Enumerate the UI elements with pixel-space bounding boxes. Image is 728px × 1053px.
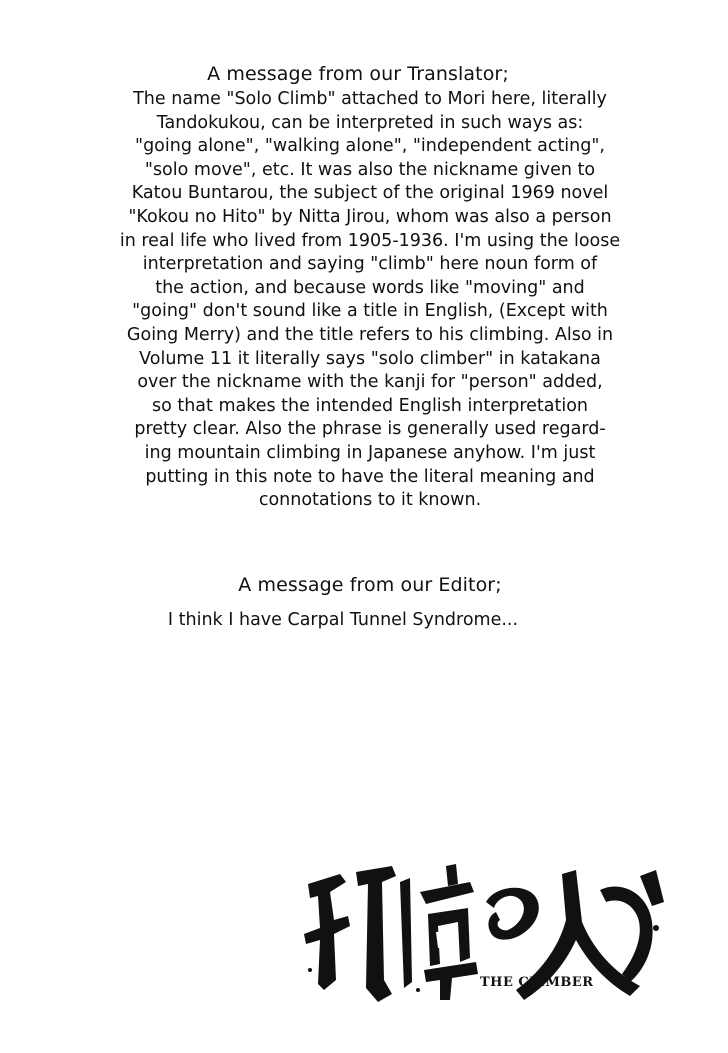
message-line: in real life who lived from 1905-1936. I'm using the loose [119,230,621,251]
series-logo [300,862,672,1007]
message-line: pretty clear. Also the phrase is generally used regard- [134,419,606,440]
message-line: Going Merry) and the title refers to his climbing. Also in [126,324,614,345]
message-line: over the nickname with the kanji for "person" added, [137,372,603,393]
message-line: Tandokukou, can be interpreted in such ways as: [156,112,584,133]
message-line: Katou Buntarou, the subject of the original 1969 novel [131,183,609,204]
message-line: "going alone", "walking alone", "independent acting", [135,136,605,157]
message-line: ing mountain climbing in Japanese anyhow. I'm just [144,442,596,463]
message-line: putting in this note to have the literal meaning and [145,466,595,487]
translator-message [70,88,670,513]
editor-message: I think I have Carpal Tunnel Syndrome... [167,610,519,630]
message-line: interpretation and saying "climb" here noun form of [142,254,598,275]
message-line: The name "Solo Climb" attached to Mori here, literally [133,89,607,109]
message-line: "Kokou no Hito" by Nitta Jirou, whom was also a person [128,206,612,227]
message-line: so that makes the intended English interpretation [151,395,589,416]
message-line: "going" don't sound like a title in English, (Except with [132,301,608,322]
editor-heading: A message from our Editor; [238,574,502,596]
message-line: connotations to it known. [258,490,482,511]
logo-subtitle: THE CLIMBER [480,975,594,990]
message-line: the action, and because words like "moving" and [155,277,585,298]
message-line: "solo move", etc. It was also the nickname given to [144,159,596,180]
translator-heading: A message from our Translator; [207,63,509,85]
message-line: Volume 11 it literally says "solo climber" in katakana [139,348,601,369]
